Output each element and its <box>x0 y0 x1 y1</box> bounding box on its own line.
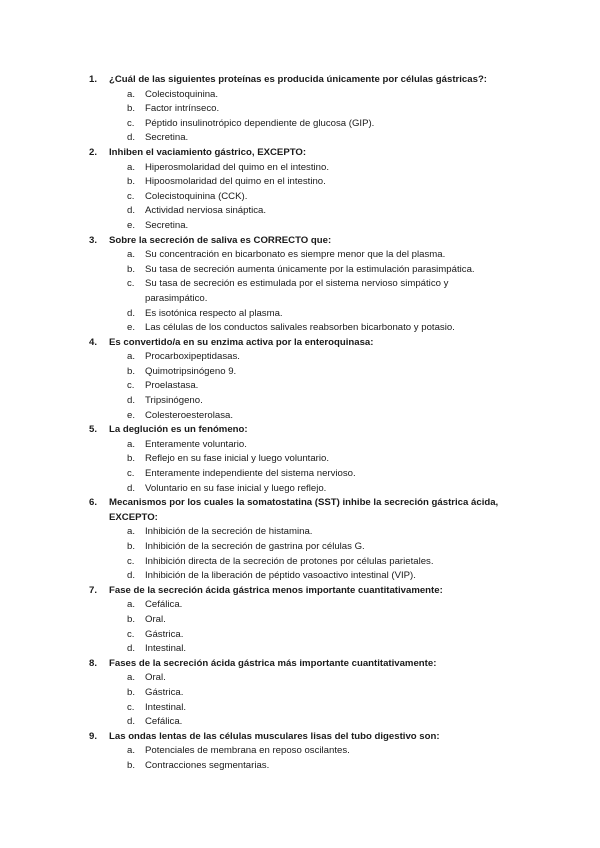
answer-option <box>0 263 600 278</box>
question-heading <box>0 584 600 599</box>
option-text: Colecistoquinina. <box>145 88 219 100</box>
answer-option <box>0 540 600 555</box>
option-letter: d. <box>127 482 136 494</box>
question-heading <box>0 336 600 351</box>
answer-option <box>0 759 600 774</box>
option-text: Inhibición directa de la secreción de protones por células parietales. <box>145 555 434 567</box>
option-text: Quimotripsinógeno 9. <box>145 365 237 377</box>
answer-option <box>0 131 600 146</box>
answer-option <box>0 102 600 117</box>
question-heading <box>0 423 600 438</box>
option-text: Es isotónica respecto al plasma. <box>145 307 283 319</box>
question-8 <box>0 657 600 730</box>
option-letter: d. <box>127 643 136 655</box>
option-letter: a. <box>127 438 136 450</box>
question-heading <box>0 234 600 249</box>
question-3 <box>0 234 600 336</box>
option-letter: b. <box>127 759 136 771</box>
option-text: Hipoosmolaridad del quimo en el intestino. <box>145 176 326 188</box>
option-letter: c. <box>127 278 135 290</box>
question-number: 5. <box>89 424 98 436</box>
option-text: Oral. <box>145 672 166 684</box>
option-text: Enteramente voluntario. <box>145 438 247 450</box>
option-letter: c. <box>127 380 135 392</box>
answer-option <box>0 525 600 540</box>
option-letter: d. <box>127 570 136 582</box>
answer-option <box>0 248 600 263</box>
answer-option <box>0 365 600 380</box>
question-number: 7. <box>89 584 98 596</box>
answer-option <box>0 686 600 701</box>
question-number: 6. <box>89 497 98 509</box>
answer-option <box>0 190 600 205</box>
question-text: Fases de la secreción ácida gástrica más importante cuantitativamente: <box>109 657 437 669</box>
option-letter: a. <box>127 88 136 100</box>
question-heading <box>0 146 600 161</box>
question-text: Mecanismos por los cuales la somatostatina (SST) inhibe la secreción gástrica ácida, EXCEPTO: <box>109 497 499 523</box>
answer-option <box>0 117 600 132</box>
question-number: 9. <box>89 730 98 742</box>
option-text: Inhibición de la secreción de gastrina por células G. <box>145 541 365 552</box>
question-heading <box>0 496 600 525</box>
option-text: Reflejo en su fase inicial y luego voluntario. <box>145 453 329 465</box>
option-letter: b. <box>127 686 136 698</box>
option-text: Cefálica. <box>145 716 183 728</box>
answer-option <box>0 628 600 643</box>
answer-option <box>0 482 600 497</box>
option-letter: a. <box>127 161 136 173</box>
option-text: Enteramente independiente del sistema nervioso. <box>145 468 356 480</box>
question-heading <box>0 657 600 672</box>
question-9 <box>0 730 600 774</box>
answer-option <box>0 452 600 467</box>
question-7 <box>0 584 600 657</box>
answer-option <box>0 379 600 394</box>
option-text: Hiperosmolaridad del quimo en el intestino. <box>145 161 329 173</box>
option-letter: b. <box>127 453 136 465</box>
option-text: Colesteroesterolasa. <box>145 409 233 421</box>
question-heading <box>0 73 600 88</box>
option-letter: b. <box>127 541 136 552</box>
answer-option <box>0 394 600 409</box>
question-number: 3. <box>89 234 98 246</box>
answer-option <box>0 598 600 613</box>
option-text: Colecistoquinina (CCK). <box>145 190 248 202</box>
option-text: Secretina. <box>145 219 189 231</box>
option-letter: b. <box>127 103 136 115</box>
option-letter: c. <box>127 117 135 129</box>
option-letter: b. <box>127 176 136 188</box>
option-text: Intestinal. <box>145 701 187 713</box>
option-letter: a. <box>127 249 136 261</box>
answer-option <box>0 438 600 453</box>
question-heading <box>0 730 600 745</box>
question-text: ¿Cuál de las siguientes proteínas es producida únicamente por células gástricas?: <box>109 74 487 85</box>
option-letter: d. <box>127 395 136 407</box>
option-letter: a. <box>127 745 136 757</box>
answer-option <box>0 642 600 657</box>
option-text: Su concentración en bicarbonato es siempre menor que la del plasma. <box>145 249 446 261</box>
option-text: Su tasa de secreción aumenta únicamente por la estimulación parasimpática. <box>145 263 475 275</box>
option-text: Proelastasa. <box>145 380 199 392</box>
option-letter: d. <box>127 716 136 728</box>
answer-option <box>0 219 600 234</box>
answer-option <box>0 321 600 336</box>
option-letter: b. <box>127 365 136 377</box>
question-1 <box>0 73 600 146</box>
option-text: Potenciales de membrana en reposo oscilantes. <box>145 745 350 757</box>
question-text: Inhiben el vaciamiento gástrico, EXCEPTO: <box>109 146 307 158</box>
option-text: Procarboxipeptidasas. <box>145 351 240 363</box>
option-letter: e. <box>127 219 136 231</box>
option-letter: c. <box>127 555 135 567</box>
option-letter: d. <box>127 132 136 144</box>
question-number: 1. <box>89 74 98 85</box>
option-text: Factor intrínseco. <box>145 103 220 115</box>
option-text: Su tasa de secreción es estimulada por el sistema nervioso simpático y parasimpático. <box>145 278 449 304</box>
answer-option <box>0 744 600 759</box>
option-text: Tripsinógeno. <box>145 395 203 407</box>
answer-option <box>0 204 600 219</box>
answer-option <box>0 175 600 190</box>
option-letter: d. <box>127 307 136 319</box>
option-text: Péptido insulinotrópico dependiente de glucosa (GIP). <box>145 117 375 129</box>
option-letter: c. <box>127 701 135 713</box>
answer-option <box>0 88 600 103</box>
answer-option <box>0 555 600 570</box>
question-5 <box>0 423 600 496</box>
answer-option <box>0 307 600 322</box>
option-text: Secretina. <box>145 132 189 144</box>
option-text: Voluntario en su fase inicial y luego reflejo. <box>145 482 327 494</box>
option-letter: c. <box>127 468 135 480</box>
question-text: La deglución es un fenómeno: <box>109 424 248 436</box>
option-text: Contracciones segmentarias. <box>145 759 270 771</box>
question-number: 8. <box>89 657 98 669</box>
answer-option <box>0 613 600 628</box>
option-text: Inhibición de la liberación de péptido vasoactivo intestinal (VIP). <box>145 570 416 582</box>
answer-option <box>0 277 600 306</box>
option-letter: a. <box>127 351 136 363</box>
question-text: Las ondas lentas de las células musculares lisas del tubo digestivo son: <box>109 730 440 742</box>
option-letter: a. <box>127 526 136 538</box>
option-letter: b. <box>127 263 136 275</box>
option-text: Gástrica. <box>145 686 184 698</box>
answer-option <box>0 409 600 424</box>
question-number: 2. <box>89 146 98 158</box>
option-text: Intestinal. <box>145 643 187 655</box>
option-text: Gástrica. <box>145 628 184 640</box>
option-letter: d. <box>127 205 136 217</box>
exam-document <box>0 73 600 774</box>
option-text: Oral. <box>145 613 166 625</box>
answer-option <box>0 671 600 686</box>
option-letter: a. <box>127 599 136 611</box>
question-number: 4. <box>89 336 98 348</box>
answer-option <box>0 350 600 365</box>
question-2 <box>0 146 600 234</box>
option-letter: b. <box>127 613 136 625</box>
answer-option <box>0 715 600 730</box>
option-letter: c. <box>127 628 135 640</box>
question-text: Fase de la secreción ácida gástrica menos importante cuantitativamente: <box>109 584 443 596</box>
question-4 <box>0 336 600 424</box>
option-text: Actividad nerviosa sináptica. <box>145 205 267 217</box>
option-letter: e. <box>127 322 136 334</box>
answer-option <box>0 701 600 716</box>
option-text: Las células de los conductos salivales reabsorben bicarbonato y potasio. <box>145 322 455 334</box>
question-text: Sobre la secreción de saliva es CORRECTO que: <box>109 234 332 246</box>
option-text: Inhibición de la secreción de histamina. <box>145 526 313 538</box>
option-letter: c. <box>127 190 135 202</box>
answer-option <box>0 161 600 176</box>
answer-option <box>0 569 600 584</box>
question-text: Es convertido/a en su enzima activa por la enteroquinasa: <box>109 336 374 348</box>
option-letter: a. <box>127 672 136 684</box>
answer-option <box>0 467 600 482</box>
option-letter: e. <box>127 409 136 421</box>
question-6 <box>0 496 600 584</box>
option-text: Cefálica. <box>145 599 183 611</box>
